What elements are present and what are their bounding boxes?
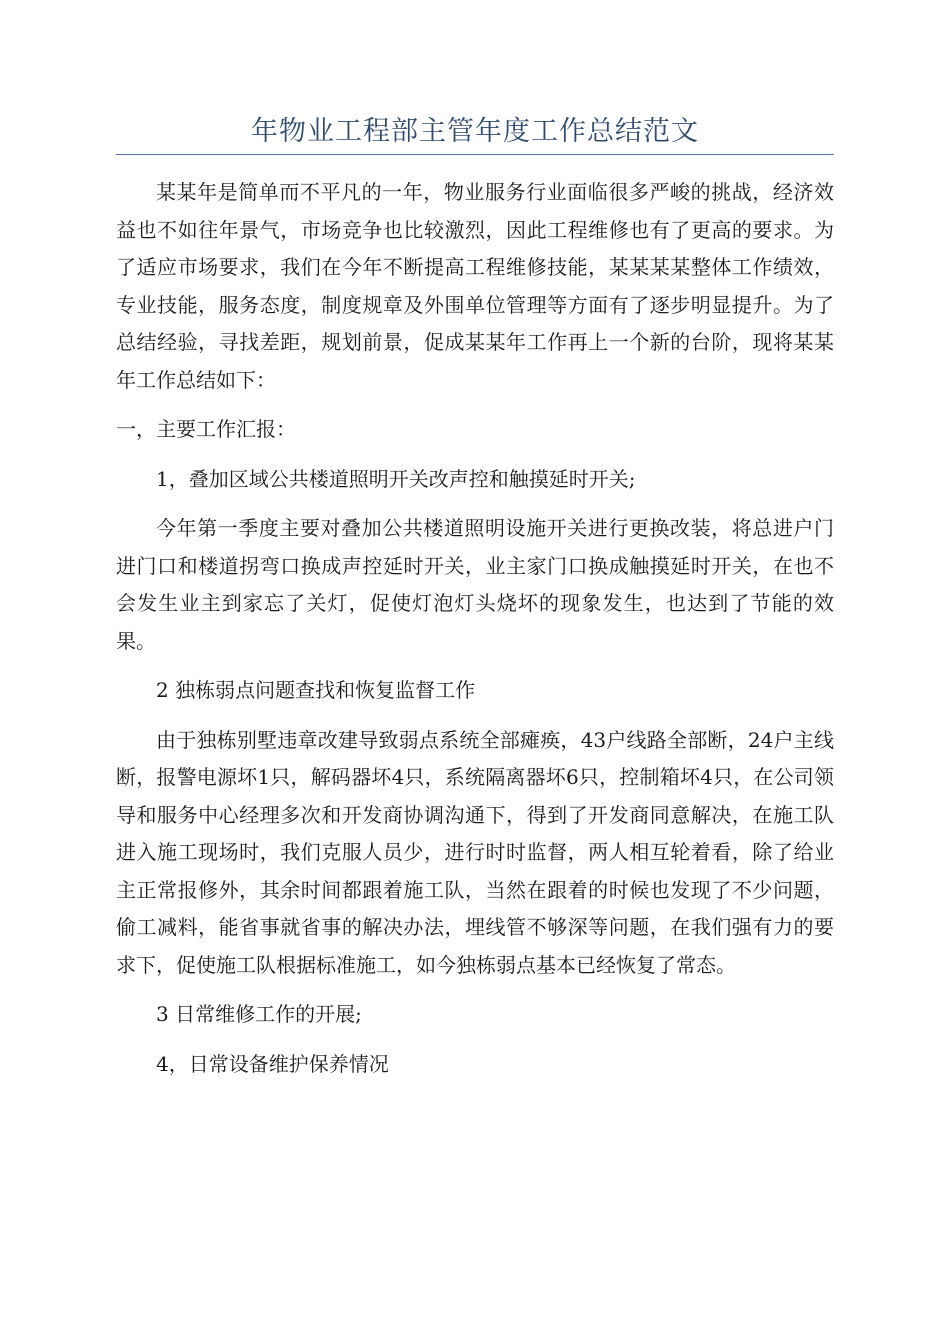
item-heading-2: 2 独栋弱点问题查找和恢复监督工作 [156,678,476,702]
item-heading-1: 1，叠加区域公共楼道照明开关改声控和触摸延时开关; [156,466,636,491]
section-heading-main-work: 一，主要工作汇报： [116,417,296,441]
document-title: 年物业工程部主管年度工作总结范文 [251,116,699,147]
title-underline [116,154,834,155]
item-heading-3: 3 日常维修工作的开展; [156,1002,362,1026]
item-2-paragraph: 由于独栋别墅违章改建导致弱点系统全部瘫痪，43户线路全部断，24户主线断，报警电源坏1只，解码器坏4只，系统隔离器坏6只，控制箱坏4只，在公司领导和服务中心经理多次和开发商协调沟通下，得到了开发商同意解决，在施工队进入施工现场时，我们克服人员少，进行时时监督，两人相互轮着看，除了给业主正常报修外，其余时间都跟着施工队，当然在跟着的时候也发现了不少问题，偷工减料，能省事就省事的解决办法，埋线管不够深等问题，在我们强有力的要求下，促使施工队根据标准施工，如今独栋弱点基本已经恢复了常态。 [116,727,834,977]
item-1-paragraph: 今年第一季度主要对叠加公共楼道照明设施开关进行更换改装，将总进户门进门口和楼道拐弯口换成声控延时开关，业主家门口换成触摸延时开关，在也不会发生业主到家忘了关灯，促使灯泡灯头烧坏的现象发生，也达到了节能的效果。 [116,516,834,653]
item-heading-4: 4，日常设备维护保养情况 [156,1051,389,1076]
intro-paragraph: 某某年是简单而不平凡的一年，物业服务行业面临很多严峻的挑战，经济效益也不如往年景气，市场竞争也比较激烈，因此工程维修也有了更高的要求。为了适应市场要求，我们在今年不断提高工程维修技能，某某某某整体工作绩效，专业技能，服务态度，制度规章及外围单位管理等方面有了逐步明显提升。为了总结经验，寻找差距，规划前景，促成某某年工作再上一个新的台阶，现将某某年工作总结如下： [116,180,834,392]
document-body [116,174,834,1095]
